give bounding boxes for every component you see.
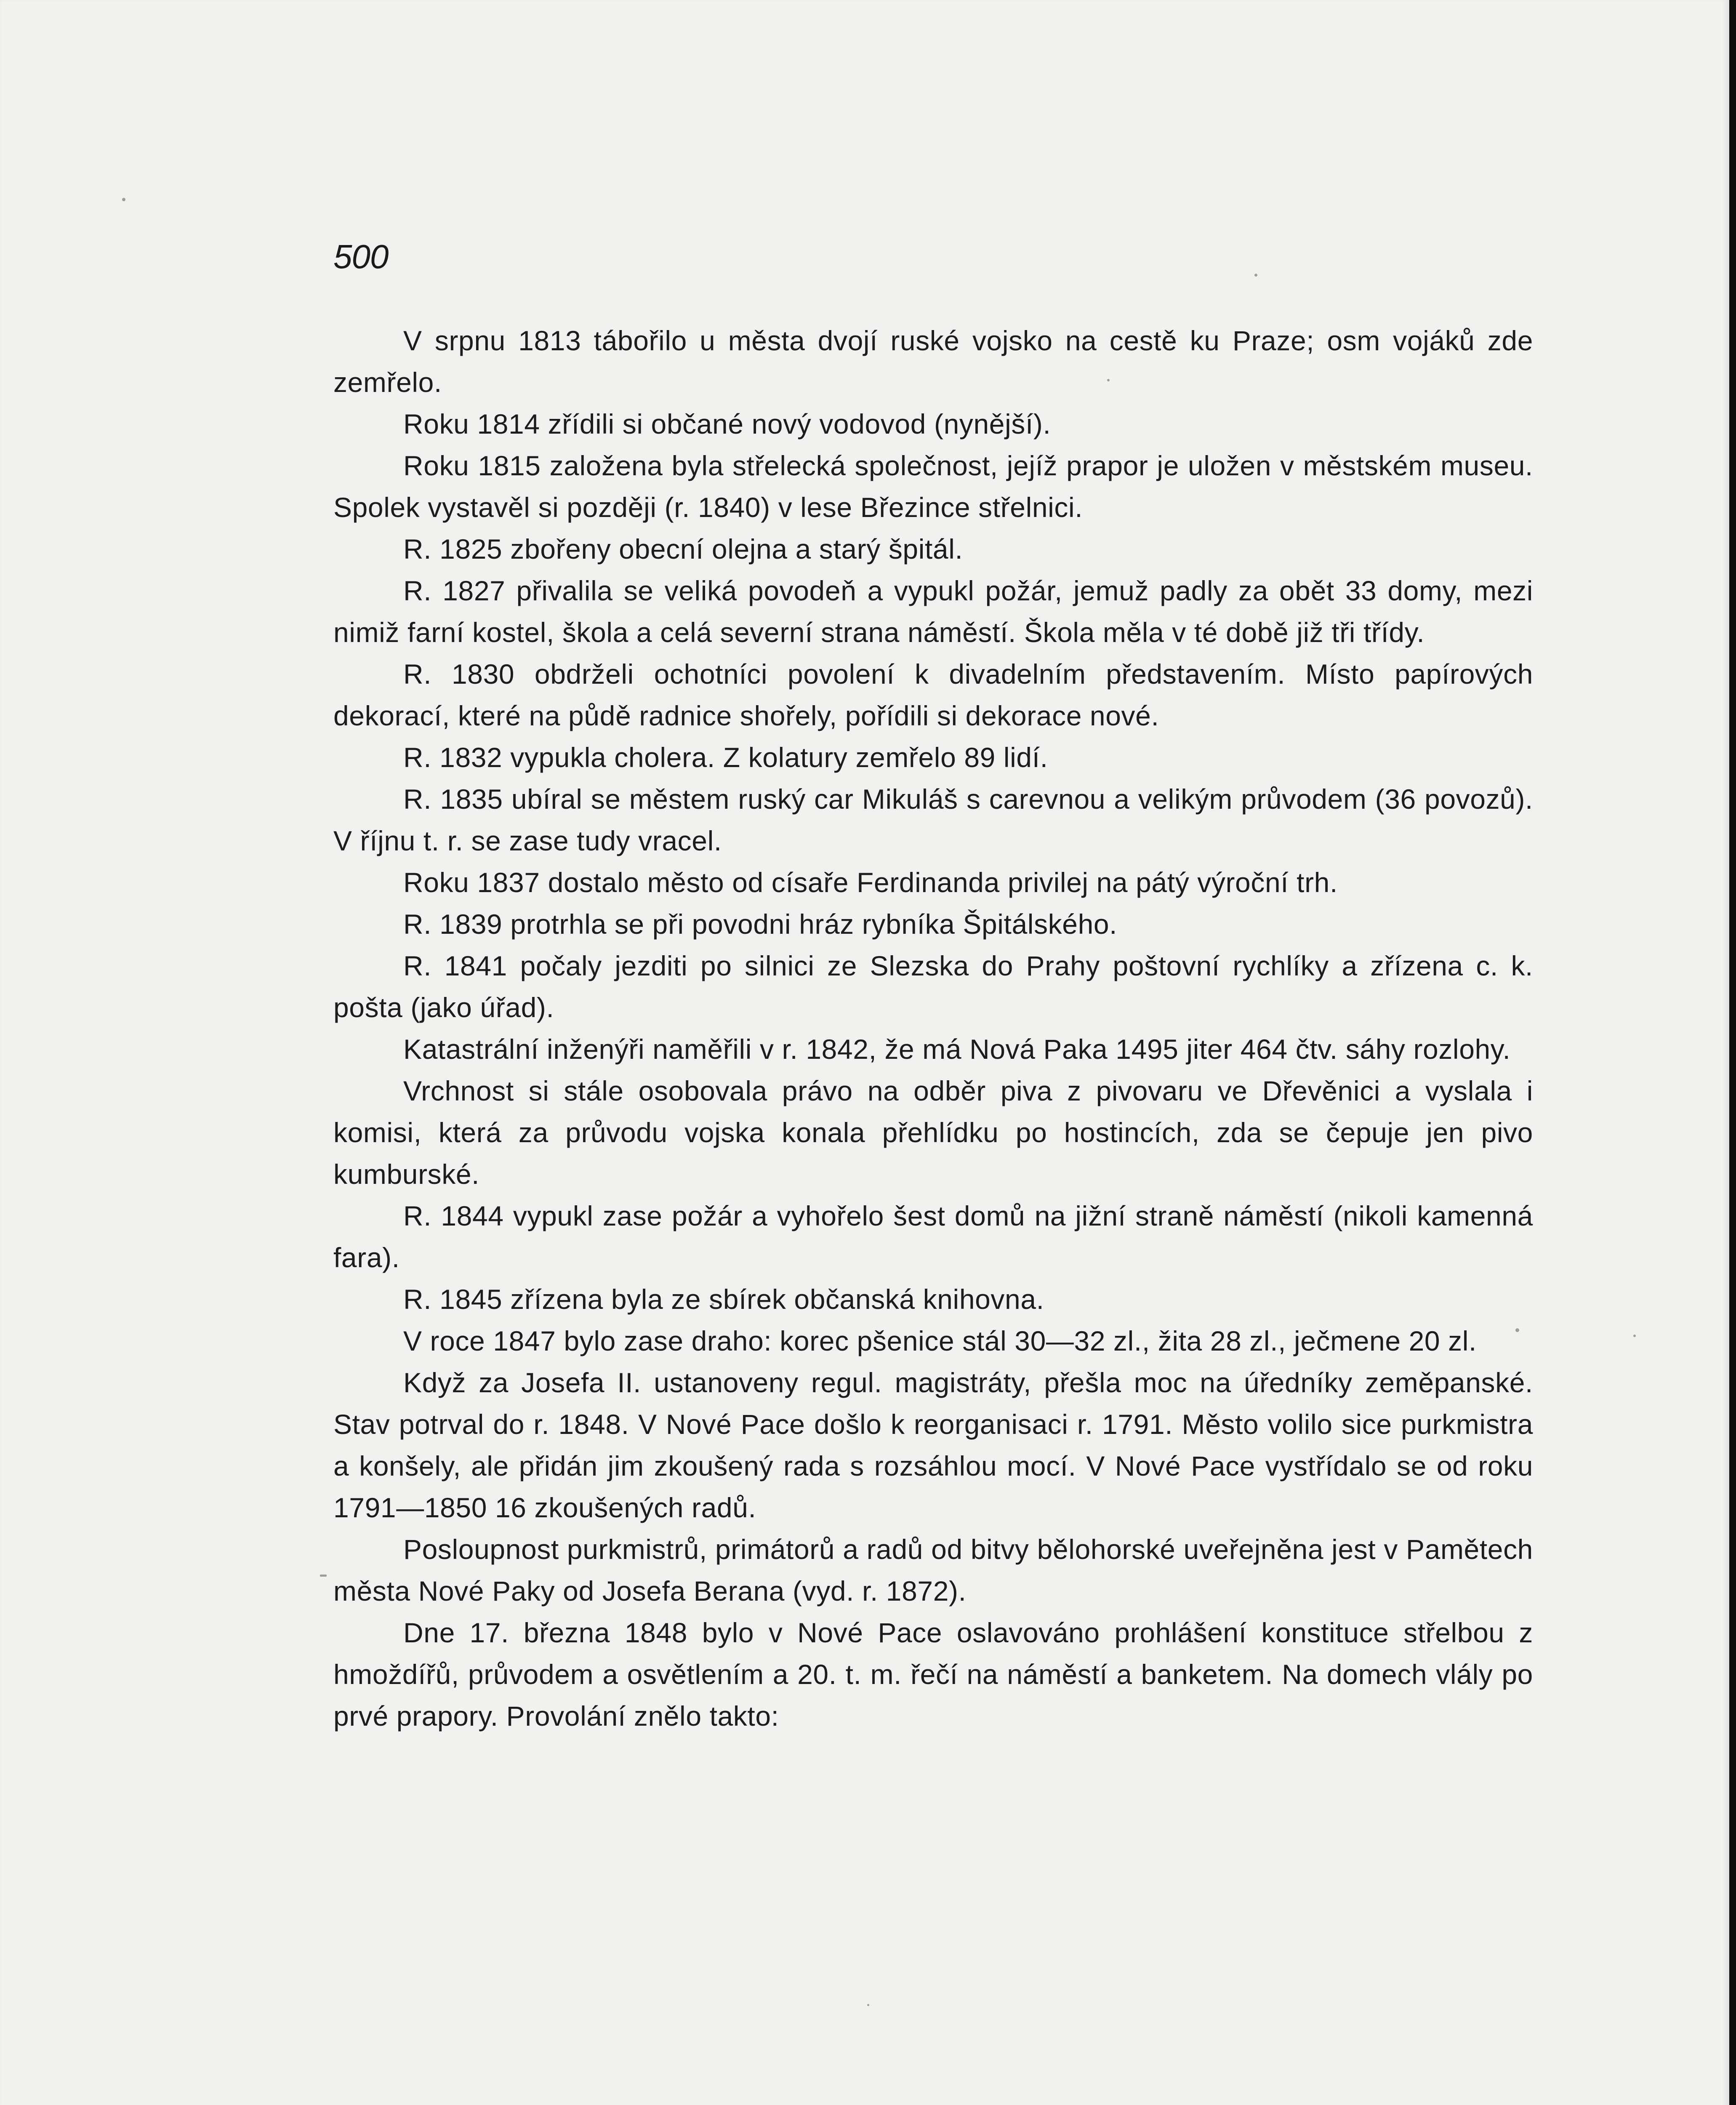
scan-speck	[867, 2004, 869, 2006]
scan-speck	[320, 1575, 327, 1577]
paragraph: V srpnu 1813 tábořilo u města dvojí ruské vojsko na cestě ku Praze; osm vojáků zde zemřelo.	[333, 325, 1533, 398]
paragraph: R. 1830 obdrželi ochotníci povolení k divadelním představením. Místo papírových dekorací, které na půdě radnice shořely, pořídili si dekorace nové.	[333, 658, 1533, 731]
paragraph: R. 1845 zřízena byla ze sbírek občanská knihovna.	[403, 1284, 1044, 1315]
paragraph: Dne 17. března 1848 bylo v Nové Pace oslavováno prohlášení konstituce střelbou z hmoždířů, průvodem a osvětlením a 20. t. m. řečí na náměstí a banketem. Na domech vlály po prvé prapory. Provolání znělo takto:	[333, 1617, 1533, 1732]
paragraph: Vrchnost si stále osobovala právo na odběr piva z pivovaru ve Dřevěnici a vyslala i komisi, která za průvodu vojska konala přehlídku po hostincích, zda se čepuje jen pivo kumburské.	[333, 1075, 1533, 1190]
scan-border-right	[1729, 0, 1736, 2105]
paragraph: Katastrální inženýři naměřili v r. 1842, že má Nová Paka 1495 jiter 464 čtv. sáhy rozlohy.	[403, 1034, 1511, 1065]
scan-speck	[1254, 274, 1257, 277]
paragraph: Roku 1815 založena byla střelecká společnost, jejíž prapor je uložen v městském museu. Spolek vystavěl si později (r. 1840) v lese Březince střelnici.	[333, 450, 1533, 523]
paragraph: R. 1841 počaly jezditi po silnici ze Slezska do Prahy poštovní rychlíky a zřízena c. k. pošta (jako úřad).	[333, 950, 1533, 1023]
scan-speck	[122, 198, 125, 201]
paragraph: Roku 1814 zřídili si občané nový vodovod (nynější).	[403, 408, 1051, 440]
paragraph: R. 1835 ubíral se městem ruský car Mikuláš s carevnou a velikým průvodem (36 povozů). V říjnu t. r. se zase tudy vracel.	[333, 783, 1533, 856]
paragraph: R. 1839 protrhla se při povodni hráz rybníka Špitálského.	[403, 909, 1118, 940]
paragraph: R. 1825 zbořeny obecní olejna a starý špitál.	[403, 533, 963, 565]
paragraph: Posloupnost purkmistrů, primátorů a radů od bitvy bělohorské uveřejněna jest v Pamětech města Nové Paky od Josefa Berana (vyd. r. 1872).	[333, 1534, 1533, 1607]
scan-speck	[1633, 1335, 1636, 1337]
paragraph: Když za Josefa II. ustanoveny regul. magistráty, přešla moc na úředníky zeměpanské. Stav potrval do r. 1848. V Nové Pace došlo k reorganisaci r. 1791. Město volilo sice purkmistra a konšely, ale přidán jim zkoušený rada s rozsáhlou mocí. V Nové Pace vystřídalo se od roku 1791—1850 16 zkoušených radů.	[333, 1367, 1533, 1523]
page-text	[333, 320, 1533, 1737]
paragraph: Roku 1837 dostalo město od císaře Ferdinanda privilej na pátý výroční trh.	[403, 867, 1338, 898]
page-number: 500	[333, 238, 389, 275]
paragraph: R. 1844 vypukl zase požár a vyhořelo šest domů na jižní straně náměstí (nikoli kamenná fara).	[333, 1200, 1533, 1273]
paragraph: R. 1832 vypukla cholera. Z kolatury zemřelo 89 lidí.	[403, 742, 1048, 773]
paragraph: V roce 1847 bylo zase draho: korec pšenice stál 30—32 zl., žita 28 zl., ječmene 20 zl.	[403, 1325, 1477, 1356]
paragraph: R. 1827 přivalila se veliká povodeň a vypukl požár, jemuž padly za obět 33 domy, mezi nimiž farní kostel, škola a celá severní strana náměstí. Škola měla v té době již tři třídy.	[333, 575, 1533, 648]
